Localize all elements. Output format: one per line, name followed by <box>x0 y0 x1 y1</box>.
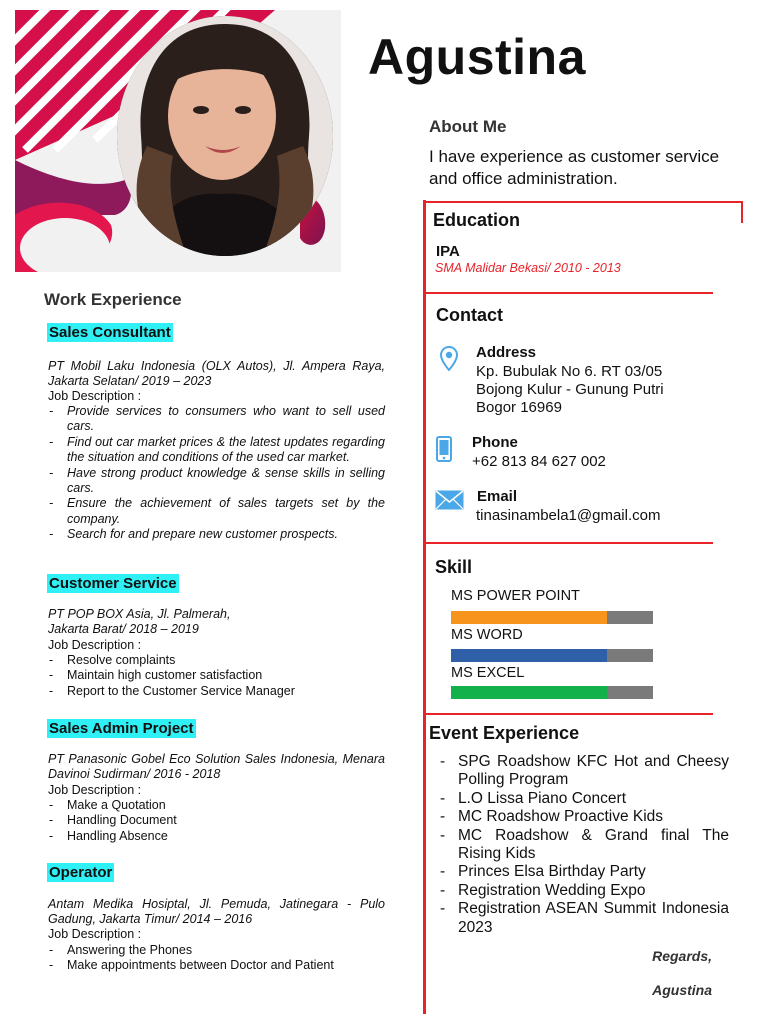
address-line: Kp. Bubulak No 6. RT 03/05 <box>476 363 663 380</box>
job-company: PT Mobil Laku Indonesia (OLX Autos), Jl. Ampera Raya, Jakarta Selatan/ 2019 – 2023 <box>48 359 385 388</box>
list-item: - Maintain high customer satisfaction <box>48 668 385 683</box>
red-divider-education <box>423 292 713 294</box>
phone-label: Phone <box>472 434 518 451</box>
address-line: Bojong Kulur - Gunung Putri <box>476 381 664 398</box>
job-company: Antam Medika Hosiptal, Jl. Pemuda, Jatinegara - Pulo Gadung, Jakarta Timur/ 2014 – 2016 <box>48 897 385 926</box>
list-item: - Provide services to consumers who want to sell used cars. <box>48 404 385 435</box>
event-title: Event Experience <box>429 723 580 743</box>
skill-bar <box>451 649 653 662</box>
address-line: Bogor 16969 <box>476 399 562 416</box>
email-address[interactable]: tinasinambela1@gmail.com <box>476 507 661 524</box>
job-duties <box>48 404 385 543</box>
job-title: Sales Consultant <box>49 324 171 341</box>
job-description-label: Job Description : <box>48 389 142 403</box>
skill-bar-fill <box>451 649 607 662</box>
phone-icon <box>436 436 452 467</box>
skill-name: MS POWER POINT <box>451 588 580 604</box>
red-divider-skill <box>423 713 713 715</box>
skill-bar-fill <box>451 611 607 624</box>
list-item: - Ensure the achievement of sales targets set by the company. <box>48 496 385 527</box>
email-label: Email <box>477 488 518 505</box>
list-item: - Find out car market prices & the latest updates regarding the situation and conditions of the used car market. <box>48 435 385 466</box>
list-item: - Report to the Customer Service Manager <box>48 684 385 699</box>
job-title: Customer Service <box>49 575 177 592</box>
skill-name: MS EXCEL <box>451 665 525 681</box>
list-item: - SPG Roadshow KFC Hot and Cheesy Polling Program <box>437 753 729 790</box>
job-company: PT Panasonic Gobel Eco Solution Sales Indonesia, Menara Davinoi Sudirman/ 2016 - 2018 <box>48 752 385 781</box>
education-title: Education <box>433 210 521 230</box>
red-divider-corner <box>741 201 743 223</box>
job-duties <box>48 653 385 699</box>
event-list <box>437 753 729 937</box>
phone-number: +62 813 84 627 002 <box>472 453 606 470</box>
signature-name: Agustina <box>652 982 712 998</box>
list-item: - Handling Absence <box>48 829 385 844</box>
job-description-label: Job Description : <box>48 783 142 797</box>
list-item: - Handling Document <box>48 813 385 828</box>
list-item: - Have strong product knowledge & sense skills in selling cars. <box>48 466 385 497</box>
job-duties <box>48 943 385 974</box>
list-item: - Make appointments between Doctor and Patient <box>48 958 385 973</box>
list-item: - Answering the Phones <box>48 943 385 958</box>
list-item: - Make a Quotation <box>48 798 385 813</box>
job-title: Operator <box>49 864 113 881</box>
resume-name: Agustina <box>368 29 586 85</box>
list-item: - L.O Lissa Piano Concert <box>437 790 729 808</box>
address-label: Address <box>476 344 537 361</box>
education-school: SMA Malidar Bekasi/ 2010 - 2013 <box>435 261 621 275</box>
skill-bar <box>451 686 653 699</box>
job-description-label: Job Description : <box>48 638 142 652</box>
skill-name: MS WORD <box>451 627 523 643</box>
list-item: - MC Roadshow & Grand final The Rising Kids <box>437 827 729 864</box>
job-title: Sales Admin Project <box>49 720 194 737</box>
red-divider-contact <box>423 542 713 544</box>
job-duties <box>48 798 385 844</box>
job-description-label: Job Description : <box>48 927 142 941</box>
contact-title: Contact <box>436 305 503 325</box>
skill-bar-fill <box>451 686 607 699</box>
list-item: - Registration ASEAN Summit Indonesia 2023 <box>437 900 729 937</box>
location-pin-icon <box>440 346 458 377</box>
profile-photo <box>117 16 333 256</box>
list-item: - Registration Wedding Expo <box>437 882 729 900</box>
red-divider-vertical <box>423 200 426 1014</box>
list-item: - Search for and prepare new customer prospects. <box>48 527 385 542</box>
list-item: - MC Roadshow Proactive Kids <box>437 808 729 826</box>
regards-text: Regards, <box>652 948 712 964</box>
job-company: PT POP BOX Asia, Jl. Palmerah, Jakarta Barat/ 2018 – 2019 <box>48 607 231 636</box>
envelope-icon <box>435 490 464 515</box>
list-item: - Princes Elsa Birthday Party <box>437 863 729 881</box>
skill-title: Skill <box>435 557 473 577</box>
skill-bar <box>451 611 653 624</box>
red-divider-top <box>423 201 743 203</box>
about-text: I have experience as customer service and office administration. <box>429 147 720 188</box>
education-degree: IPA <box>436 243 460 260</box>
list-item: - Resolve complaints <box>48 653 385 668</box>
work-experience-title: Work Experience <box>44 290 182 309</box>
about-title: About Me <box>429 117 507 136</box>
